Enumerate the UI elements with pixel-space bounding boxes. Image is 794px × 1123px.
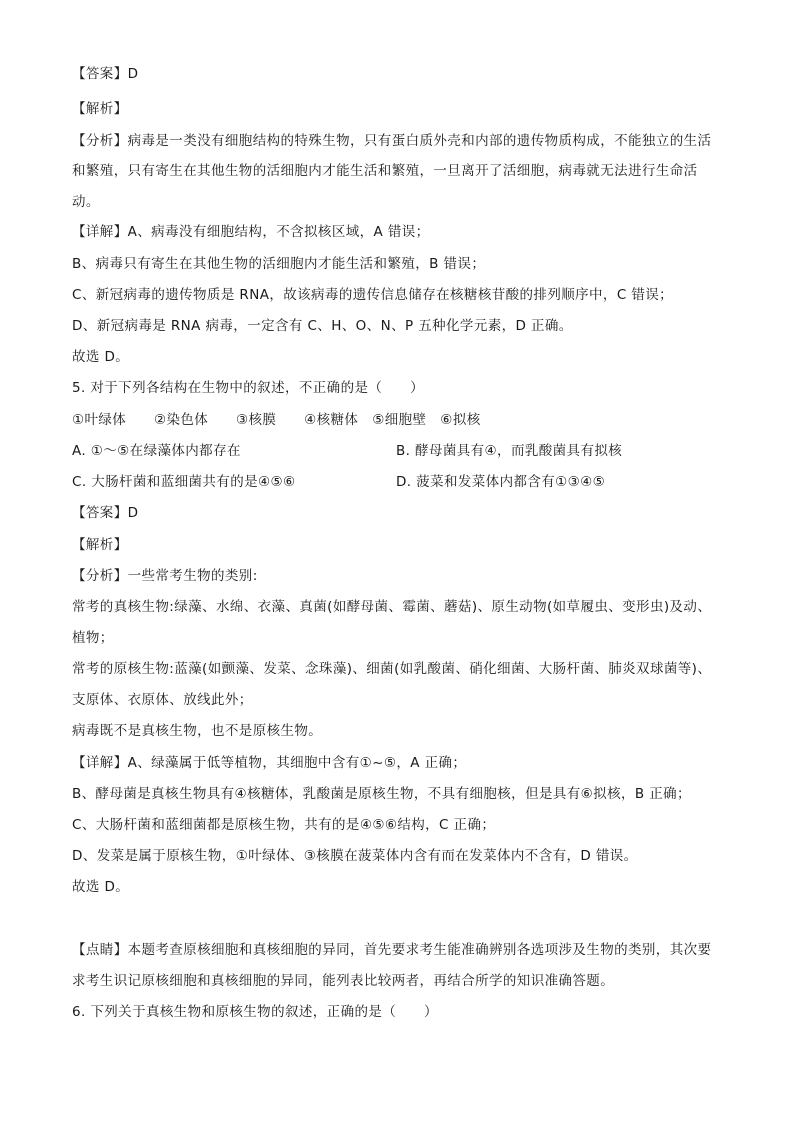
analysis-text: 常考的原核生物:蓝藻(如颤藻、发菜、念珠藻)、细菌(如乳酸菌、硝化细菌、大肠杆菌、肺炎双球菌等)、	[72, 661, 712, 677]
analysis-text: 支原体、衣原体、放线此外；	[72, 692, 253, 708]
analysis-text: 常考的真核生物:绿藻、水绵、衣藻、真菌(如酵母菌、霉菌、蘑菇)、原生动物(如草履虫、变形虫)及动、	[72, 599, 712, 615]
detail-line: D、新冠病毒是 RNA 病毒，一定含有 C、H、O、N、P 五种化学元素，D 正确。	[72, 318, 573, 334]
option-d: D. 菠菜和发菜体内都含有①③④⑤	[396, 474, 606, 490]
question-5-items: ①叶绿体 ②染色体 ③核膜 ④核糖体 ⑤细胞壁 ⑥拟核	[72, 412, 481, 428]
analysis-text: 和繁殖，只有寄生在其他生物的活细胞内才能生活和繁殖，一旦离开了活细胞，病毒就无法进行生命活	[72, 163, 698, 179]
analysis-text: 【分析】一些常考生物的类别:	[72, 568, 258, 584]
analysis-text: 动。	[72, 194, 100, 210]
detail-line: 【详解】A、病毒没有细胞结构，不含拟核区域，A 错误；	[72, 224, 430, 240]
detail-line: B、病毒只有寄生在其他生物的活细胞内才能生活和繁殖，B 错误；	[72, 256, 486, 272]
conclusion-line: 故选 D。	[72, 349, 130, 365]
analysis-heading: 【解析】	[72, 101, 128, 117]
question-5-options-row	[72, 472, 296, 492]
analysis-text: 植物；	[72, 630, 114, 646]
analysis-text: 病毒既不是真核生物，也不是原核生物。	[72, 723, 323, 739]
conclusion-line: 故选 D。	[72, 879, 130, 895]
comment-line: 求考生识记原核细胞和真核细胞的异同，能列表比较两者，再结合所学的知识准确答题。	[72, 973, 615, 989]
comment-line: 【点睛】本题考查原核细胞和真核细胞的异同，首先要求考生能准确辨别各选项涉及生物的类别，其次要	[72, 942, 712, 958]
detail-line: C、大肠杆菌和蓝细菌都是原核生物，共有的是④⑤⑥结构，C 正确；	[72, 817, 496, 833]
option-b: B. 酵母菌具有④，而乳酸菌具有拟核	[396, 443, 623, 459]
question-6-stem: 6. 下列关于真核生物和原核生物的叙述，正确的是（ ）	[72, 1004, 438, 1020]
answer-line: 【答案】D	[72, 66, 139, 82]
question-5-options-row	[72, 441, 241, 461]
option-a: A. ①～⑤在绿藻体内都存在	[72, 443, 241, 459]
detail-line: C、新冠病毒的遗传物质是 RNA，故该病毒的遗传信息储存在核糖核苷酸的排列顺序中，C 错误；	[72, 287, 674, 303]
detail-line: D、发菜是属于原核生物，①叶绿体、③核膜在菠菜体内含有而在发菜体内不含有，D 错误。	[72, 848, 638, 864]
detail-line: 【详解】A、绿藻属于低等植物，其细胞中含有①~⑤，A 正确；	[72, 755, 467, 771]
analysis-text: 【分析】病毒是一类没有细胞结构的特殊生物，只有蛋白质外壳和内部的遗传物质构成，不能独立的生活	[72, 133, 712, 149]
option-c: C. 大肠杆菌和蓝细菌共有的是④⑤⑥	[72, 474, 296, 490]
detail-line: B、酵母菌是真核生物具有④核糖体，乳酸菌是原核生物，不具有细胞核，但是具有⑥拟核，B 正确；	[72, 786, 691, 802]
question-5-stem: 5. 对于下列各结构在生物中的叙述，不正确的是（ ）	[72, 380, 424, 396]
answer-line: 【答案】D	[72, 505, 139, 521]
analysis-heading: 【解析】	[72, 537, 128, 553]
